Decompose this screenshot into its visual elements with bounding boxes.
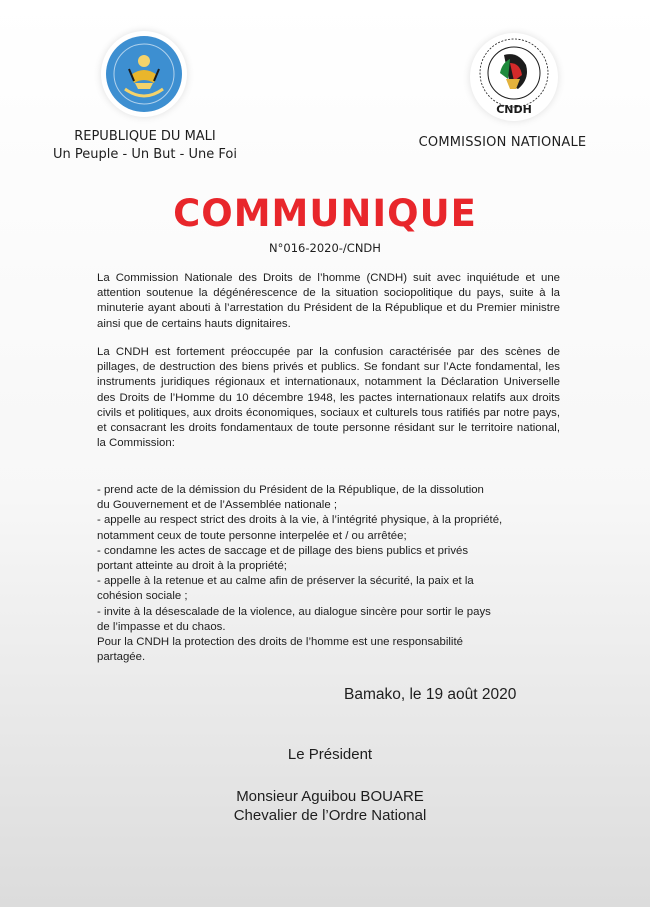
commission-header <box>395 135 610 150</box>
signatory-title: Chevalier de l’Ordre National <box>233 807 427 824</box>
cndh-logo <box>470 33 558 121</box>
list-item: - appelle au respect strict des droits à la vie, à l’intégrité physique, à la propriété, notamment ceux de toute personne interpelée et / ou arrêtée; <box>97 514 503 542</box>
signature-block <box>0 787 650 825</box>
document-title: COMMUNIQUE <box>173 192 477 235</box>
signatory-role: Le Président <box>287 746 373 763</box>
reference-number: N°016-2020-/CNDH <box>269 241 381 255</box>
mali-seal-icon <box>101 31 187 117</box>
list-item: - condamne les actes de saccage et de pillage des biens publics et privés portant atteinte au droit à la propriété; <box>97 544 469 573</box>
republic-name: REPUBLIQUE DU MALI <box>74 129 216 144</box>
mali-coat-of-arms <box>101 31 187 117</box>
list-item: - prend acte de la démission du Président de la République, de la dissolution du Gouvernement et de l’Assemblée nationale ; <box>97 484 484 512</box>
paragraph-intro: La Commission Nationale des Droits de l’homme (CNDH) suit avec inquiétude et une attention soutenue la dégénérescence de la situation sociopolitique du pays, suite à la minuterie ayant abouti à l’arrestation du Président de la République et du Premier ministre ainsi que de certains hauts dignitaires. <box>97 272 560 330</box>
place-and-date: Bamako, le 19 août 2020 <box>344 686 517 703</box>
commission-resolutions <box>97 483 567 665</box>
republic-header <box>40 128 250 164</box>
commission-name: COMMISSION NATIONALE <box>418 135 587 150</box>
list-item: - invite à la désescalade de la violence, au dialogue sincère pour sortir le pays de l’impasse et du chaos. <box>97 605 491 633</box>
closing-statement: Pour la CNDH la protection des droits de l’homme est une responsabilité partagée. <box>97 636 463 664</box>
cndh-logo-label: CNDH <box>496 103 532 116</box>
signatory-name: Monsieur Aguibou BOUARE <box>236 788 424 805</box>
republic-motto: Un Peuple - Un But - Une Foi <box>53 147 237 162</box>
list-item: - appelle à la retenue et au calme afin de préserver la sécurité, la paix et la cohésion sociale ; <box>97 575 474 603</box>
paragraph-concern: La CNDH est fortement préoccupée par la confusion caractérisée par des scènes de pillages, de destruction des biens privés et publics. Se fondant sur l’Acte fondamental, les instruments juridiques régionaux et internationaux, notamment la Déclaration Universelle des Droits de l’Homme du 10 décembre 1948, les pactes internationaux relatifs aux droits civils et politiques, aux droits économiques, sociaux et culturels tous ratifiés par notre pays, et consacrant les droits fondamentaux de toute personne résidant sur le territoire national, la Commission: <box>97 346 560 450</box>
cndh-emblem-icon <box>470 33 558 121</box>
